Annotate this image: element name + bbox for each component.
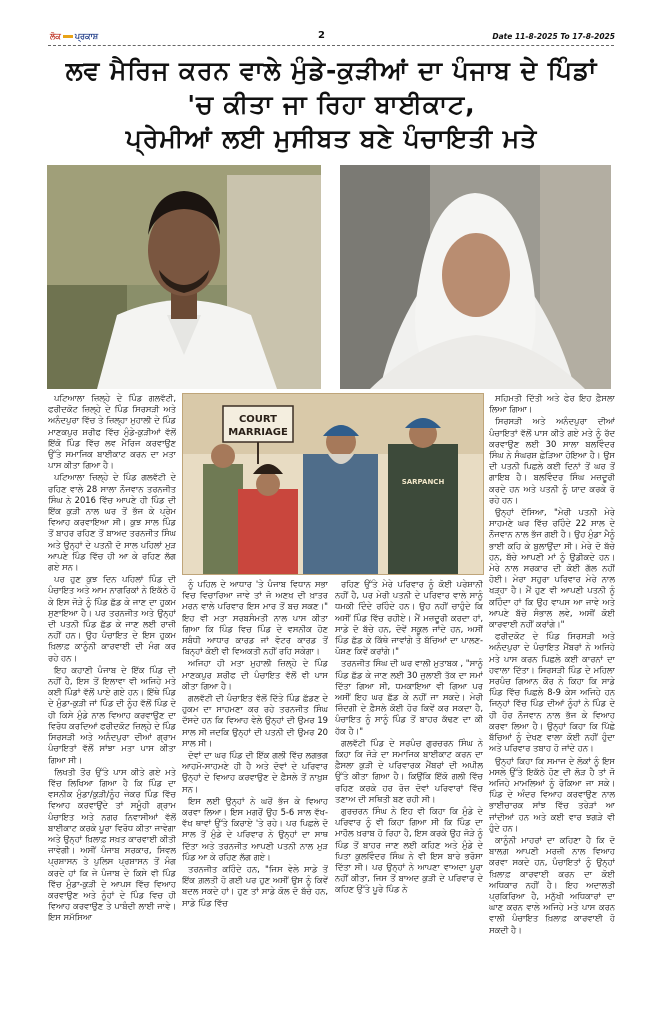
article-paragraph: ਉਨ੍ਹਾਂ ਦੱਸਿਆ, "ਮੇਰੀ ਪਤਨੀ ਮੇਰੇ ਸਾਹਮਣੇ ਘਰ ਵਿੱਚ ਰਹਿੰਦੇ 22 ਸਾਲ ਦੇ ਨੌਜਵਾਨ ਨਾਲ ਭੱਜ ਗਈ ਹੈ। ਉਹ ਮੁੰਡਾ ਮੈਨੂੰ ਭਾਈ ਕਹਿ ਕੇ ਬੁਲਾਉਂਦਾ ਸੀ। ਮੇਰੇ ਦੋ ਬੱਚੇ ਹਨ, ਬੱਚੇ ਆਪਣੀ ਮਾਂ ਨੂੰ ਉਡੀਕਦੇ ਹਨ। ਮੇਰੇ ਨਾਲ ਸਰਕਾਰ ਦੀ ਕੋਈ ਗੱਲ ਨਹੀਂ ਹੋਈ। ਮੇਰਾ ਸਹੁਰਾ ਪਰਿਵਾਰ ਮੇਰੇ ਨਾਲ ਖੜ੍ਹਾ ਹੈ। ਮੈਂ ਹੁਣ ਵੀ ਆਪਣੀ ਪਤਨੀ ਨੂੰ ਕਹਿੰਦਾ ਹਾਂ ਕਿ ਉਹ ਵਾਪਸ ਆ ਜਾਵੇ ਅਤੇ ਆਪਣੇ ਬੱਚੇ ਸੰਭਾਲ ਲਵੇ, ਅਸੀਂ ਕੋਈ ਕਾਰਵਾਈ ਨਹੀਂ ਕਰਾਂਗੇ।": [489, 507, 615, 630]
article-paragraph: ਲਿਖਤੀ ਤੌਰ ਉੱਤੇ ਪਾਸ ਕੀਤੇ ਗਏ ਮਤੇ ਵਿੱਚ ਲਿਖਿਆ ਗਿਆ ਹੈ ਕਿ ਪਿੰਡ ਦਾ ਵਸਨੀਕ ਮੁੰਡਾ/ਕੁੜੀ/ਨੂੰਹ ਜੇਕਰ ਪਿੰਡ ਵਿੱਚ ਵਿਆਹ ਕਰਵਾਉਂਦੇ ਤਾਂ ਸਮੂੰਹੀ ਗ੍ਰਾਮ ਪੰਚਾਇਤ ਅਤੇ ਨਗਰ ਨਿਵਾਸੀਆਂ ਵੱਲੋਂ ਬਾਈਕਾਟ ਕਰਕੇ ਪੂਰਾ ਵਿਰੋਧ ਕੀਤਾ ਜਾਵੇਗਾ ਅਤੇ ਉਨ੍ਹਾਂ ਖ਼ਿਲਾਫ਼ ਸਖ਼ਤ ਕਾਰਵਾਈ ਕੀਤੀ ਜਾਵੇਗੀ। ਅਸੀਂ ਪੰਜਾਬ ਸਰਕਾਰ, ਸਿਵਲ ਪ੍ਰਸ਼ਾਸਨ ਤੇ ਪੁਲਿਸ ਪ੍ਰਸ਼ਾਸਨ ਤੋਂ ਮੰਗ ਕਰਦੇ ਹਾਂ ਕਿ ਜੇ ਪੰਜਾਬ ਦੇ ਕਿਸੇ ਵੀ ਪਿੰਡ ਵਿੱਚ ਮੁੰਡਾ-ਕੁੜੀ ਦੇ ਆਪਸ ਵਿੱਚ ਵਿਆਹ ਕਰਵਾਉਣ ਅਤੇ ਨੂੰਹਾਂ ਦੇ ਪਿੰਡ ਵਿਚ ਹੀ ਵਿਆਹ ਕਰਵਾਉਣ ਤੇ ਪਾਬੰਦੀ ਲਾਈ ਜਾਵੇ। ਇਸ ਸਮੱਸਿਆ: [48, 766, 176, 923]
article-column-2: [182, 579, 328, 987]
article-paragraph: ਅਜਿਹਾ ਹੀ ਮਤਾ ਮੁਹਾਲੀ ਜ਼ਿਲ੍ਹੇ ਦੇ ਪਿੰਡ ਮਾਣਕਪੁਰ ਸ਼ਰੀਫ ਦੀ ਪੰਚਾਇਤ ਵੱਲੋਂ ਵੀ ਪਾਸ ਕੀਤਾ ਗਿਆ ਹੈ।: [182, 658, 328, 691]
article-column-1: [48, 393, 176, 987]
headline: [40, 54, 623, 156]
logo-text-part2: ਪ੍ਰਕਾਸ਼: [74, 31, 99, 41]
photo-young-man: [47, 165, 321, 389]
article-paragraph: ਪਰ ਹੁਣ ਕੁਝ ਦਿਨ ਪਹਿਲਾਂ ਪਿੰਡ ਦੀ ਪੰਚਾਇਤ ਅਤੇ ਆਮ ਨਾਗਰਿਕਾਂ ਨੇ ਇਕੱਠੇ ਹੋ ਕੇ ਇਸ ਜੋੜੇ ਨੂੰ ਪਿੰਡ ਛੱਡ ਕੇ ਜਾਣ ਦਾ ਹੁਕਮ ਸੁਣਾਇਆ ਹੈ। ਪਰ ਤਰਨਜੀਤ ਅਤੇ ਉਨ੍ਹਾਂ ਦੀ ਪਤਨੀ ਪਿੰਡ ਛੱਡ ਕੇ ਜਾਣ ਲਈ ਰਾਜ਼ੀ ਨਹੀਂ ਹਨ। ਉਹ ਪੰਚਾਇਤ ਦੇ ਇਸ ਹੁਕਮ ਖ਼ਿਲਾਫ਼ ਕਾਨੂੰਨੀ ਕਾਰਵਾਈ ਦੀ ਮੰਗ ਕਰ ਰਹੇ ਹਨ।: [48, 574, 176, 663]
article-paragraph: ਪਟਿਆਲਾ ਜ਼ਿਲ੍ਹੇ ਦੇ ਪਿੰਡ ਗਲਵੱਟੀ ਦੇ ਰਹਿਣ ਵਾਲੇ 28 ਸਾਲਾ ਨੌਜਵਾਨ ਤਰਨਜੀਤ ਸਿੰਘ ਨੇ 2016 ਵਿੱਚ ਆਪਣੇ ਹੀ ਪਿੰਡ ਦੀ ਇੱਕ ਕੁੜੀ ਨਾਲ ਘਰ ਤੋਂ ਭੱਜ ਕੇ ਪ੍ਰੇਮ ਵਿਆਹ ਕਰਵਾਇਆ ਸੀ। ਕੁਝ ਸਾਲ ਪਿੰਡ ਤੋਂ ਬਾਹਰ ਰਹਿਣ ਤੋਂ ਬਾਅਦ ਤਰਨਜੀਤ ਸਿੰਘ ਅਤੇ ਉਨ੍ਹਾਂ ਦੇ ਪਤਨੀ ਦੋ ਸਾਲ ਪਹਿਲਾਂ ਮੁੜ ਆਪਣੇ ਪਿੰਡ ਵਿੱਚ ਹੀ ਆ ਕੇ ਰਹਿਣ ਲੱਗ ਗਏ ਸਨ।: [48, 472, 176, 573]
article-paragraph: ਉਨ੍ਹਾਂ ਕਿਹਾ ਕਿ ਸਮਾਜ ਦੇ ਲੋਕਾਂ ਨੂੰ ਇਸ ਮਸਲੇ ਉੱਤੇ ਇਕੱਠੇ ਹੋਣ ਦੀ ਲੋੜ ਹੈ ਤਾਂ ਜੋ ਅਜਿਹੇ ਮਾਮਲਿਆਂ ਨੂੰ ਰੋਕਿਆ ਜਾ ਸਕੇ। ਪਿੰਡ ਦੇ ਅੰਦਰ ਵਿਆਹ ਕਰਵਾਉਣ ਨਾਲ ਭਾਈਚਾਰਕ ਸਾਂਝ ਵਿੱਚ ਤਰੇੜਾਂ ਆ ਜਾਂਦੀਆਂ ਹਨ ਅਤੇ ਕਈ ਵਾਰ ਝਗੜੇ ਵੀ ਹੁੰਦੇ ਹਨ।: [489, 755, 615, 833]
article-column-4: [489, 393, 615, 987]
newspaper-logo: [50, 30, 110, 43]
court-marriage-illustration: [182, 393, 484, 575]
article-paragraph: ਪਟਿਆਲਾ ਜ਼ਿਲ੍ਹੇ ਦੇ ਪਿੰਡ ਗਲਵੱਟੀ, ਫਰੀਦਕੋਟ ਜ਼ਿਲ੍ਹੇ ਦੇ ਪਿੰਡ ਸਿਰਸੜੀ ਅਤੇ ਅਨੰਦਪੁਰਾ ਵਿੱਚ ਤੇ ਜ਼ਿਲ੍ਹਾ ਮੁਹਾਲੀ ਦੇ ਪਿੰਡ ਮਾਣਕਪੁਰ ਸ਼ਰੀਫ ਵਿੱਚ ਮੁੰਡੇ-ਕੁੜੀਆਂ ਵੱਲੋਂ ਇੱਕੋ ਪਿੰਡ ਵਿੱਚ ਲਵ ਮੈਰਿਜ ਕਰਵਾਉਣ ਉੱਤੇ ਸਮਾਜਿਕ ਬਾਈਕਾਟ ਕਰਨ ਦਾ ਮਤਾ ਪਾਸ ਕੀਤਾ ਗਿਆ ਹੈ।: [48, 393, 176, 471]
article-paragraph: ਦੋਵਾਂ ਦਾ ਘਰ ਪਿੰਡ ਦੀ ਇੱਕ ਗਲੀ ਵਿੱਚ ਲਗਭਗ ਆਹਮੋ-ਸਾਹਮਣੇ ਹੀ ਹੈ ਅਤੇ ਦੋਵਾਂ ਦੇ ਪਰਿਵਾਰ ਉਨ੍ਹਾਂ ਦੇ ਵਿਆਹ ਕਰਵਾਉਣ ਦੇ ਫ਼ੈਸਲੇ ਤੋਂ ਨਾਖ਼ੁਸ਼ ਸਨ।: [182, 750, 328, 794]
photo-elderly-woman: [340, 165, 611, 389]
article-paragraph: ਗੁਰਚਰਨ ਸਿੰਘ ਨੇ ਇਹ ਵੀ ਕਿਹਾ ਕਿ ਮੁੰਡੇ ਦੇ ਪਰਿਵਾਰ ਨੂੰ ਵੀ ਕਿਹਾ ਗਿਆ ਸੀ ਕਿ ਪਿੰਡ ਦਾ ਮਾਹੌਲ ਖ਼ਰਾਬ ਹੋ ਰਿਹਾ ਹੈ, ਇਸ ਕਰਕੇ ਉਹ ਜੋੜੇ ਨੂੰ ਪਿੰਡ ਤੋਂ ਬਾਹਰ ਜਾਣ ਲਈ ਕਹਿਣ ਅਤੇ ਮੁੰਡੇ ਦੇ ਪਿਤਾ ਕੁਲਵਿੰਦਰ ਸਿੰਘ ਨੇ ਵੀ ਇਸ ਬਾਰੇ ਭਰੋਸਾ ਦਿੱਤਾ ਸੀ। ਪਰ ਉਨ੍ਹਾਂ ਨੇ ਆਪਣਾ ਵਾਅਦਾ ਪੂਰਾ ਨਹੀਂ ਕੀਤਾ, ਜਿਸ ਤੋਂ ਬਾਅਦ ਕੁੜੀ ਦੇ ਪਰਿਵਾਰ ਦੇ ਕਹਿਣ ਉੱਤੇ ਪੂਰੇ ਪਿੰਡ ਨੇ: [335, 806, 483, 895]
article-paragraph: ਗਲਵੱਟੀ ਦੀ ਪੰਚਾਇਤ ਵੱਲੋਂ ਦਿੱਤੇ ਪਿੰਡ ਛੱਡਣ ਦੇ ਹੁਕਮ ਦਾ ਸਾਹਮਣਾ ਕਰ ਰਹੇ ਤਰਨਜੀਤ ਸਿੰਘ ਦੱਸਦੇ ਹਨ ਕਿ ਵਿਆਹ ਵੇਲੇ ਉਨ੍ਹਾਂ ਦੀ ਉਮਰ 19 ਸਾਲ ਸੀ ਜਦਕਿ ਉਨ੍ਹਾਂ ਦੀ ਪਤਨੀ ਦੀ ਉਮਰ 20 ਸਾਲ ਸੀ।: [182, 693, 328, 748]
page-number: 2: [318, 30, 325, 41]
sign-text-line1: COURT: [238, 414, 278, 425]
date-range: Date 11-8-2025 To 17-8-2025: [492, 32, 615, 41]
headline-line1: ਲਵ ਮੈਰਿਜ ਕਰਨ ਵਾਲੇ ਮੁੰਡੇ-ਕੁੜੀਆਂ ਦਾ ਪੰਜਾਬ ਦੇ ਪਿੰਡਾਂ: [65, 56, 598, 85]
page-header: [0, 0, 663, 44]
article-paragraph: ਤਰਨਜੀਤ ਸਿੰਘ ਦੀ ਘਰ ਵਾਲੀ ਮੁਤਾਬਕ , "ਸਾਨੂੰ ਪਿੰਡ ਛੱਡ ਕੇ ਜਾਣ ਲਈ 30 ਜੁਲਾਈ ਤੱਕ ਦਾ ਸਮਾਂ ਦਿੱਤਾ ਗਿਆ ਸੀ, ਧਮਕਾਇਆ ਵੀ ਗਿਆ ਪਰ ਅਸੀਂ ਇਹ ਘਰ ਛੱਡ ਕੇ ਨਹੀਂ ਜਾ ਸਕਦੇ। ਮੇਰੀ ਜ਼ਿੰਦਗੀ ਦੇ ਫ਼ੈਸਲੇ ਕੋਈ ਹੋਰ ਕਿਵੇਂ ਕਰ ਸਕਦਾ ਹੈ, ਪੰਚਾਇਤ ਨੂੰ ਸਾਨੂੰ ਪਿੰਡ ਤੋਂ ਬਾਹਰ ਕੱਢਣ ਦਾ ਕੀ ਹੱਕ ਹੈ।": [335, 658, 483, 736]
article-paragraph: ਇਹ ਕਹਾਣੀ ਪੰਜਾਬ ਦੇ ਇੱਕ ਪਿੰਡ ਦੀ ਨਹੀਂ ਹੈ, ਇਸ ਤੋਂ ਇਲਾਵਾ ਵੀ ਅਜਿਹੇ ਮਤੇ ਕਈ ਪਿੰਡਾਂ ਵੱਲੋਂ ਪਾਏ ਗਏ ਹਨ। ਇੱਥੇ ਪਿੰਡ ਦੇ ਮੁੰਡਾ-ਕੁੜੀ ਜਾਂ ਪਿੰਡ ਦੀ ਨੂੰਹ ਵੱਲੋਂ ਪਿੰਡ ਦੇ ਹੀ ਕਿਸੇ ਮੁੰਡੇ ਨਾਲ ਵਿਆਹ ਕਰਵਾਉਣ ਦਾ ਵਿਰੋਧ ਕਰਦਿਆਂ ਫਰੀਦਕੋਟ ਜ਼ਿਲ੍ਹੇ ਦੇ ਪਿੰਡ ਸਿਰਸੜੀ ਅਤੇ ਅਨੰਦਪੁਰਾ ਦੀਆਂ ਗ੍ਰਾਮ ਪੰਚਾਇਤਾਂ ਵੱਲੋਂ ਸਾਂਝਾ ਮਤਾ ਪਾਸ ਕੀਤਾ ਗਿਆ ਸੀ।: [48, 664, 176, 765]
article-paragraph: ਗਲਵੱਟੀ ਪਿੰਡ ਦੇ ਸਰਪੰਚ ਗੁਰਚਰਨ ਸਿੰਘ ਨੇ ਕਿਹਾ ਕਿ ਜੋੜੇ ਦਾ ਸਮਾਜਿਕ ਬਾਈਕਾਟ ਕਰਨ ਦਾ ਫ਼ੈਸਲਾ ਕੁੜੀ ਦੇ ਪਰਿਵਾਰਕ ਮੈਂਬਰਾਂ ਦੀ ਅਪੀਲ ਉੱਤੇ ਕੀਤਾ ਗਿਆ ਹੈ। ਕਿਉਂਕਿ ਇੱਕੋ ਗਲੀ ਵਿੱਚ ਰਹਿਣ ਕਰਕੇ ਹਰ ਰੋਜ਼ ਦੋਵਾਂ ਪਰਿਵਾਰਾਂ ਵਿੱਚ ਤਣਾਅ ਦੀ ਸਥਿਤੀ ਬਣ ਰਹੀ ਸੀ।: [335, 737, 483, 804]
article-paragraph: ਇਸ ਲਈ ਉਨ੍ਹਾਂ ਨੇ ਘਰੋਂ ਭੱਜ ਕੇ ਵਿਆਹ ਕਰਵਾ ਲਿਆ। ਇਸ ਮਗਰੋਂ ਉਹ 5-6 ਸਾਲ ਵੱਖ-ਵੱਖ ਥਾਵਾਂ ਉੱਤੇ ਕਿਰਾਏ 'ਤੇ ਰਹੇ। ਪਰ ਪਿਛਲੇ ਦੋ ਸਾਲ ਤੋਂ ਮੁੰਡੇ ਦੇ ਪਰਿਵਾਰ ਨੇ ਉਨ੍ਹਾਂ ਦਾ ਸਾਥ ਦਿੱਤਾ ਅਤੇ ਤਰਨਜੀਤ ਆਪਣੀ ਪਤਨੀ ਨਾਲ ਮੁੜ ਪਿੰਡ ਆ ਕੇ ਰਹਿਣ ਲੱਗ ਗਏ।: [182, 795, 328, 862]
sarpanch-badge-text: SARPANCH: [401, 478, 445, 486]
headline-line3: ਪ੍ਰੇਮੀਆਂ ਲਈ ਮੁਸੀਬਤ ਬਣੇ ਪੰਚਾਇਤੀ ਮਤੇ: [125, 124, 538, 153]
headline-line2: 'ਚ ਕੀਤਾ ਜਾ ਰਿਹਾ ਬਾਈਕਾਟ,: [187, 90, 476, 119]
article-paragraph: ਰਹਿਣ ਉੱਤੇ ਮੇਰੇ ਪਰਿਵਾਰ ਨੂੰ ਕੋਈ ਪਰੇਸ਼ਾਨੀ ਨਹੀਂ ਹੈ, ਪਰ ਮੇਰੀ ਪਤਨੀ ਦੇ ਪਰਿਵਾਰ ਵਾਲੇ ਸਾਨੂੰ ਧਮਕੀ ਦਿੰਦੇ ਰਹਿੰਦੇ ਹਨ। ਉਹ ਨਹੀਂ ਚਾਹੁੰਦੇ ਕਿ ਅਸੀਂ ਪਿੰਡ ਵਿੱਚ ਰਹੀਏ। ਮੈਂ ਮਜ਼ਦੂਰੀ ਕਰਦਾ ਹਾਂ, ਸਾਡੇ ਦੋ ਬੱਚੇ ਹਨ, ਦੋਵੇਂ ਸਕੂਲ ਜਾਂਦੇ ਹਨ, ਅਸੀਂ ਪਿੰਡ ਛੱਡ ਕੇ ਕਿੱਥੇ ਜਾਵਾਂਗੇ ਤੇ ਬੱਚਿਆਂ ਦਾ ਪਾਲਣ-ਪੋਸ਼ਣ ਕਿਵੇਂ ਕਰਾਂਗੇ।": [335, 579, 483, 657]
article-paragraph: ਸਹਿਮਤੀ ਦਿੱਤੀ ਅਤੇ ਫੇਰ ਇਹ ਫ਼ੈਸਲਾ ਲਿਆ ਗਿਆ।: [489, 393, 615, 415]
logo-bar: [63, 35, 73, 38]
header-divider: [48, 45, 614, 46]
article-paragraph: ਫਰੀਦਕੋਟ ਦੇ ਪਿੰਡ ਸਿਰਸੜੀ ਅਤੇ ਅਨੰਦਪੁਰਾ ਦੇ ਪੰਚਾਇਤ ਮੈਂਬਰਾਂ ਨੇ ਅਜਿਹੇ ਮਤੇ ਪਾਸ ਕਰਨ ਪਿਛਲੇ ਕਈ ਕਾਰਨਾਂ ਦਾ ਹਵਾਲਾ ਦਿੱਤਾ। ਸਿਰਸੜੀ ਪਿੰਡ ਦੇ ਮਹਿਲਾ ਸਰਪੰਚ ਗਿਆਨ ਕੌਰ ਨੇ ਕਿਹਾ ਕਿ ਸਾਡੇ ਪਿੰਡ ਵਿੱਚ ਪਿਛਲੇ 8-9 ਕੇਸ ਅਜਿਹੇ ਹਨ ਜਿਨ੍ਹਾਂ ਵਿੱਚ ਪਿੰਡ ਦੀਆਂ ਨੂੰਹਾਂ ਨੇ ਪਿੰਡ ਦੇ ਹੀ ਹੋਰ ਨੌਜਵਾਨ ਨਾਲ ਭੱਜ ਕੇ ਵਿਆਹ ਕਰਵਾ ਲਿਆ ਹੈ। ਉਨ੍ਹਾਂ ਕਿਹਾ ਕਿ ਪਿੱਛੇ ਬੱਚਿਆਂ ਨੂੰ ਦੇਖਣ ਵਾਲਾ ਕੋਈ ਨਹੀਂ ਹੁੰਦਾ ਅਤੇ ਪਰਿਵਾਰ ਤਬਾਹ ਹੋ ਜਾਂਦੇ ਹਨ।: [489, 631, 615, 754]
article-column-3: [335, 579, 483, 987]
article-paragraph: ਤਰਨਜੀਤ ਕਹਿੰਦੇ ਹਨ, "ਜਿਸ ਵੇਲੇ ਸਾਡੇ ਤੋਂ ਇੱਕ ਗ਼ਲਤੀ ਹੋ ਗਈ ਪਰ ਹੁਣ ਅਸੀਂ ਉਸ ਨੂੰ ਕਿਵੇਂ ਬਦਲ ਸਕਦੇ ਹਾਂ। ਹੁਣ ਤਾਂ ਸਾਡੇ ਕੋਲ ਦੋ ਬੱਚੇ ਹਨ, ਸਾਡੇ ਪਿੰਡ ਵਿੱਚ: [182, 864, 328, 908]
article-paragraph: ਸਿਰਸੜੀ ਅਤੇ ਅਨੰਦਪੁਰਾ ਦੀਆਂ ਪੰਚਾਇਤਾਂ ਵੱਲੋਂ ਪਾਸ ਕੀਤੇ ਗਏ ਮਤੇ ਨੂੰ ਰੱਦ ਕਰਵਾਉਣ ਲਈ 30 ਸਾਲਾ ਬਲਵਿੰਦਰ ਸਿੰਘ ਨੇ ਸੰਘਰਸ਼ ਛੇੜਿਆ ਹੋਇਆ ਹੈ। ਉਸ ਦੀ ਪਤਨੀ ਪਿਛਲੇ ਕਈ ਦਿਨਾਂ ਤੋਂ ਘਰ ਤੋਂ ਗਾਇਬ ਹੈ। ਬਲਵਿੰਦਰ ਸਿੰਘ ਮਜ਼ਦੂਰੀ ਕਰਦੇ ਹਨ ਅਤੇ ਪਤਨੀ ਨੂੰ ਯਾਦ ਕਰਕੇ ਰੋ ਰਹੇ ਹਨ।: [489, 416, 615, 505]
sign-text-line2: MARRIAGE: [228, 427, 288, 438]
logo-text-part1: ਲੋਕ: [50, 31, 61, 41]
article-paragraph: ਕਾਨੂੰਨੀ ਮਾਹਰਾਂ ਦਾ ਕਹਿਣਾ ਹੈ ਕਿ ਦੋ ਬਾਲਗ਼ ਆਪਣੀ ਮਰਜ਼ੀ ਨਾਲ ਵਿਆਹ ਕਰਵਾ ਸਕਦੇ ਹਨ, ਪੰਚਾਇਤਾਂ ਨੂੰ ਉਨ੍ਹਾਂ ਖ਼ਿਲਾਫ਼ ਕਾਰਵਾਈ ਕਰਨ ਦਾ ਕੋਈ ਅਧਿਕਾਰ ਨਹੀਂ ਹੈ। ਇਹ ਅਦਾਲਤੀ ਪ੍ਰਕਿਰਿਆ ਹੈ, ਮਨੁੱਖੀ ਅਧਿਕਾਰਾਂ ਦਾ ਘਾਣ ਕਰਨ ਵਾਲੇ ਅਜਿਹੇ ਮਤੇ ਪਾਸ ਕਰਨ ਵਾਲੀ ਪੰਚਾਇਤ ਖ਼ਿਲਾਫ਼ ਕਾਰਵਾਈ ਹੋ ਸਕਦੀ ਹੈ।: [489, 834, 615, 935]
article-paragraph: ਨੂੰ ਪਹਿਲ ਦੇ ਆਧਾਰ 'ਤੇ ਪੰਜਾਬ ਵਿਧਾਨ ਸਭਾ ਵਿਚ ਵਿਚਾਰਿਆ ਜਾਵੇ ਤਾਂ ਜੋ ਅਣਖ ਦੀ ਖ਼ਾਤਰ ਮਰਨ ਵਾਲੇ ਪਰਿਵਾਰ ਇਸ ਮਾਰ ਤੋਂ ਬਚ ਸਕਣ।" ਇਹ ਵੀ ਮਤਾ ਸਰਬਸੰਮਤੀ ਨਾਲ ਪਾਸ ਕੀਤਾ ਗਿਆ ਕਿ ਪਿੰਡ ਵਿਚ ਪਿੰਡ ਦੇ ਵਸਨੀਕ ਹੋਣ ਸਬੰਧੀ ਆਧਾਰ ਕਾਰਡ ਜਾਂ ਵੋਟਰ ਕਾਰਡ ਤੋਂ ਬਿਨ੍ਹਾਂ ਕੋਈ ਵੀ ਵਿਅਕਤੀ ਨਹੀਂ ਰਹਿ ਸਕੇਗਾ।: [182, 579, 328, 657]
